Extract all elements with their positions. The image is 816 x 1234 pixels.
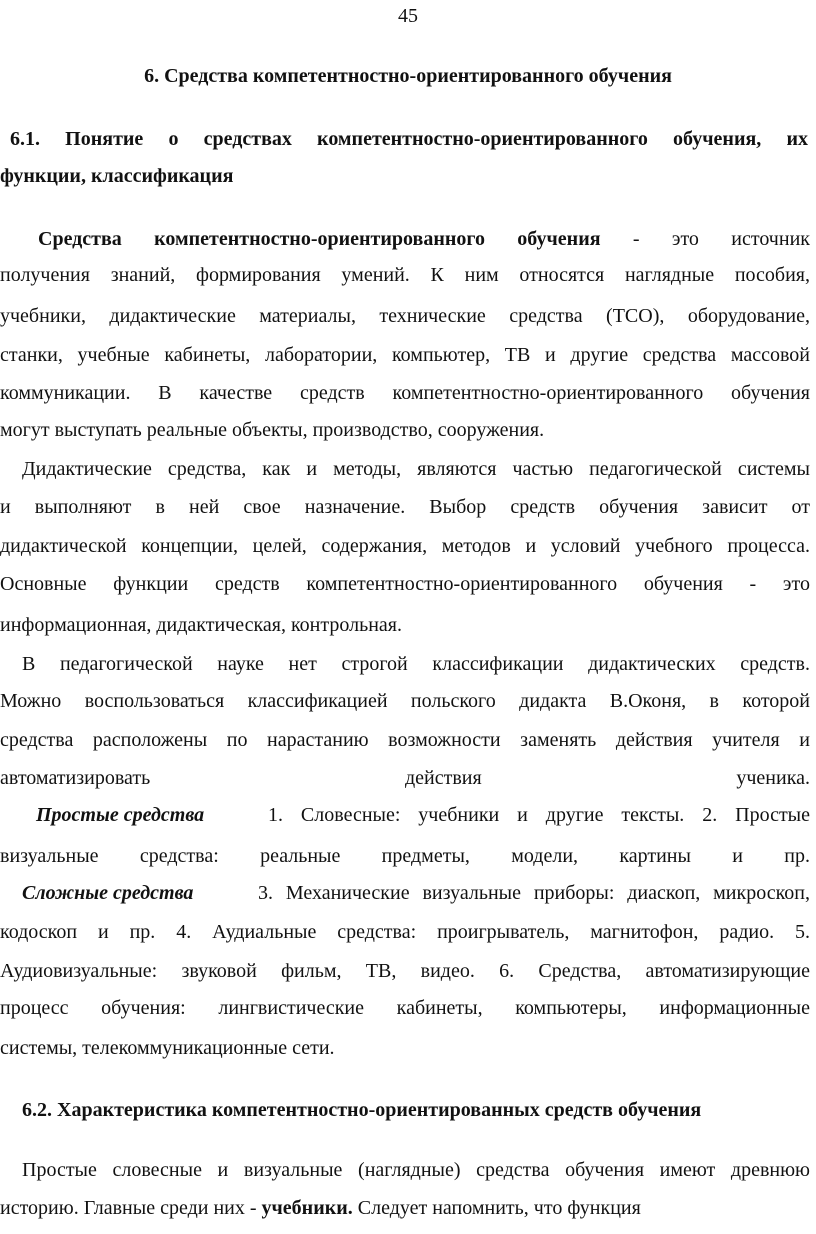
paragraph-4-line-2 — [0, 1196, 816, 1220]
paragraph-2-line: Основные функции средств компетентностно-ориентированного обучения - это — [0, 573, 810, 595]
simple-means-text: 1. Словесные: учебники и другие тексты. 2. Простые — [268, 804, 810, 826]
section-title: 6. Средства компетентностно-ориентированного обучения — [144, 65, 672, 87]
term-bold: Средства компетентностно-ориентированного обучения — [38, 228, 601, 250]
paragraph-4-post: Следует напомнить, что функция — [352, 1197, 641, 1219]
complex-means-line: системы, телекоммуникационные сети. — [0, 1037, 335, 1059]
paragraph-1-line: учебники, дидактические материалы, технические средства (ТСО), оборудование, — [0, 305, 810, 327]
paragraph-4-line-1: Простые словесные и визуальные (наглядные) средства обучения имеют древнюю — [22, 1159, 810, 1181]
paragraph-2-line: дидактической концепции, целей, содержания, методов и условий учебного процесса. — [0, 535, 810, 557]
complex-means-line: кодоскоп и пр. 4. Аудиальные средства: проигрыватель, магнитофон, радио. 5. — [0, 921, 810, 943]
paragraph-3-line: автоматизировать действия ученика. — [0, 767, 810, 789]
textbooks-bold: учебники. — [261, 1197, 353, 1219]
paragraph-2-line: Дидактические средства, как и методы, являются частью педагогической системы — [22, 458, 810, 480]
paragraph-1-line-1 — [38, 227, 810, 251]
complex-means-label: Сложные средства — [22, 882, 194, 904]
paragraph-1-line: получения знаний, формирования умений. К ним относятся наглядные пособия, — [0, 264, 810, 286]
paragraph-1-line: коммуникации. В качестве средств компетентностно-ориентированного обучения — [0, 382, 810, 404]
paragraph-3-line: Можно воспользоваться классификацией польского дидакта В.Оконя, в которой — [0, 690, 810, 712]
subsection-title-line-1: 6.1. Понятие о средствах компетентностно-ориентированного обучения, их — [10, 128, 808, 150]
paragraph-3-line: средства расположены по нарастанию возможности заменять действия учителя и — [0, 729, 810, 751]
simple-means-label: Простые средства — [36, 804, 205, 826]
paragraph-1-line: могут выступать реальные объекты, производство, сооружения. — [0, 419, 545, 441]
subsection-2-title: 6.2. Характеристика компетентностно-ориентированных средств обучения — [22, 1099, 702, 1121]
complex-means-text: 3. Механические визуальные приборы: диаскоп, микроскоп, — [258, 882, 810, 904]
paragraph-4-pre: историю. Главные среди них - — [0, 1197, 262, 1219]
simple-means-line-2: визуальные средства: реальные предметы, модели, картины и пр. — [0, 845, 810, 867]
page-number: 45 — [398, 5, 418, 27]
paragraph-2-line: и выполняют в ней свое назначение. Выбор средств обучения зависит от — [0, 496, 810, 518]
complex-means-line: процесс обучения: лингвистические кабинеты, компьютеры, информационные — [0, 997, 810, 1019]
paragraph-1-line: станки, учебные кабинеты, лаборатории, компьютер, ТВ и другие средства массовой — [0, 344, 810, 366]
paragraph-2-line: информационная, дидактическая, контрольная. — [0, 614, 402, 636]
subsection-title-line-2: функции, классификация — [0, 165, 234, 187]
complex-means-line: Аудиовизуальные: звуковой фильм, ТВ, видео. 6. Средства, автоматизирующие — [0, 960, 810, 982]
paragraph-3-line: В педагогической науке нет строгой классификации дидактических средств. — [22, 653, 810, 675]
paragraph-1-line-1-rest: - это источник — [600, 228, 810, 250]
